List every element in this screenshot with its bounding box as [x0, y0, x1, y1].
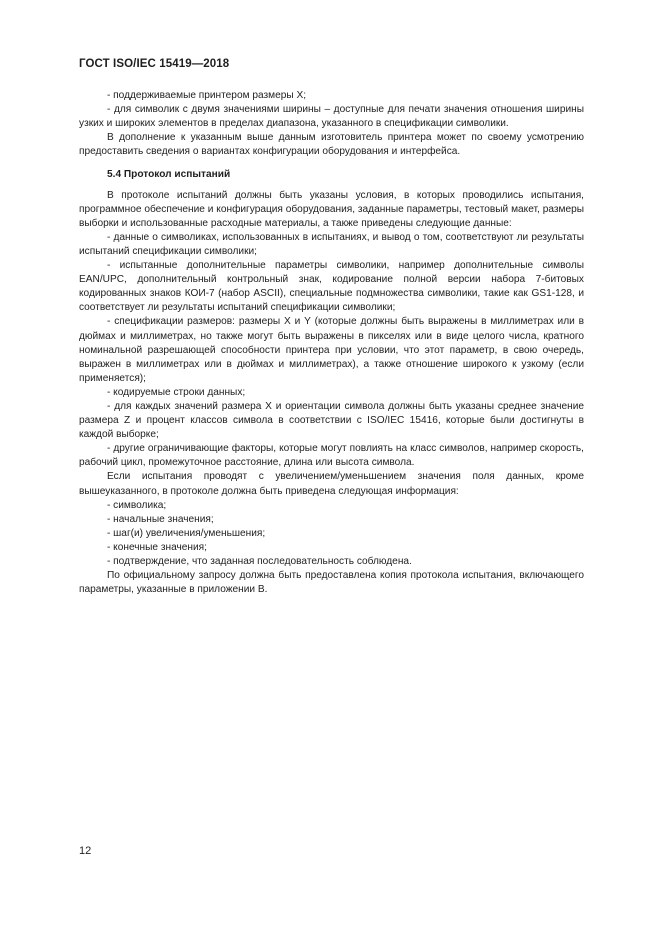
list-item: ‑ конечные значения;: [107, 541, 207, 553]
list-item: ‑ кодируемые строки данных;: [107, 386, 246, 398]
paragraph: В дополнение к указанным выше данным изготовитель принтера может по своему усмотрению предоставить сведения о вариантах конфигурации оборудования и интерфейса.: [79, 132, 584, 158]
document-header: ГОСТ ISO/IEC 15419—2018: [79, 58, 230, 70]
list-item: ‑ начальные значения;: [107, 513, 214, 525]
list-item: ‑ для символик с двумя значениями ширины – доступные для печати значения отношения ширины узких и широких элементов в пределах диапазона, указанного в спецификации символики.: [79, 104, 584, 130]
document-body: [79, 89, 584, 597]
list-item: ‑ символика;: [107, 499, 167, 511]
paragraph: В протоколе испытаний должны быть указаны условия, в которых проводились испытания, программное обеспечение и конфигурация оборудования, заданные параметры, тестовый макет, размеры выборки и использованные расходные материалы, а также приведены следующие данные:: [79, 189, 584, 229]
list-item: ‑ спецификации размеров: размеры X и Y (которые должны быть выражены в миллиметрах или в дюймах и миллиметрах, но также могут быть выражены в пикселях или в виде целого числа, кратного номинальной разрешающей способности принтера при условии, что этот параметр, в свою очередь, выражен в миллиметрах или в дюймах и миллиметрах), а также отношение широкого к узкому (если применяется);: [79, 316, 584, 384]
list-item: ‑ для каждых значений размера X и ориентации символа должны быть указаны среднее значение размера Z и процент классов символа в соответствии с ISO/IEC 15416, которые были достигнуты в каждой выборке;: [79, 400, 584, 441]
list-item: ‑ данные о символиках, использованных в испытаниях, и вывод о том, соответствуют ли результаты испытаний спецификации символики;: [79, 231, 584, 257]
list-item: ‑ испытанные дополнительные параметры символики, например дополнительные символы EAN/UPC, дополнительный контрольный знак, кодирование полной версии набора 7-битовых кодированных знаков КОИ-7 (набор ASCII), специальные подмножества символики, такие как GS1-128, и соответствует ли результаты испытаний спецификации символики;: [79, 260, 584, 314]
list-item: ‑ шаг(и) увеличения/уменьшения;: [107, 527, 266, 539]
list-item: ‑ другие ограничивающие факторы, которые могут повлиять на класс символов, например скорость, рабочий цикл, промежуточное расстояние, длина или высота символа.: [79, 443, 584, 469]
page-number: 12: [79, 845, 92, 857]
section-heading: 5.4 Протокол испытаний: [107, 169, 231, 181]
paragraph: По официальному запросу должна быть предоставлена копия протокола испытания, включающего параметры, указанные в приложении В.: [79, 570, 584, 596]
list-item: ‑ подтверждение, что заданная последовательность соблюдена.: [107, 556, 412, 567]
list-item: ‑ поддерживаемые принтером размеры X;: [107, 90, 307, 101]
paragraph: Если испытания проводят с увеличением/уменьшением значения поля данных, кроме вышеуказанного, в протоколе должна быть приведена следующая информация:: [79, 471, 584, 497]
